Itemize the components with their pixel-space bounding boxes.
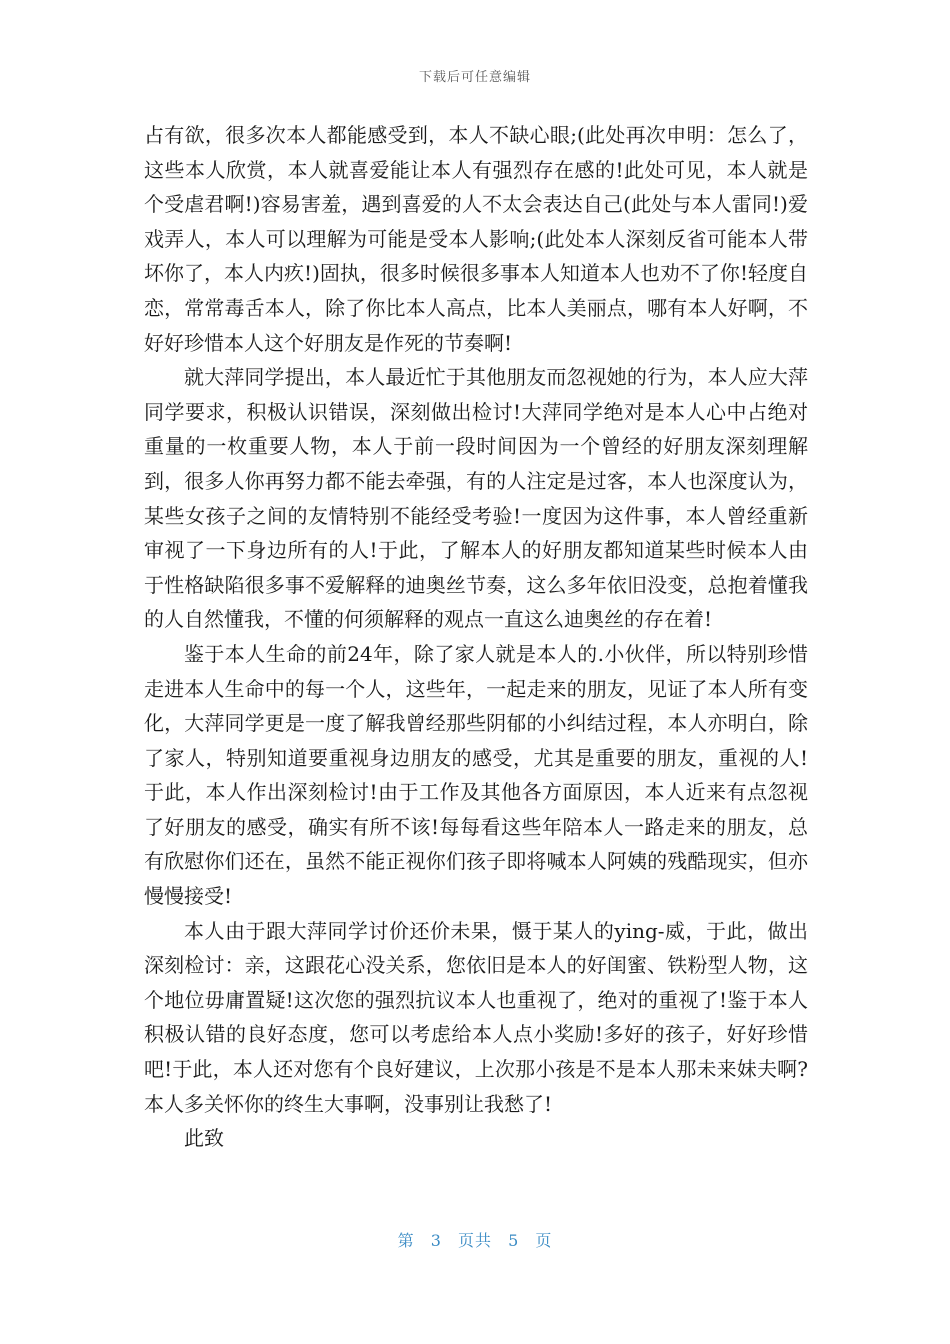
closing-salutation: 此致	[184, 1126, 224, 1151]
paragraph-3: 鉴于本人生命的前24年，除了家人就是本人的.小伙伴，所以特别珍惜走进本人生命中的每一个人，这些年，一起走来的朋友，见证了本人所有变化，大萍同学更是一度了解我曾经那些阴郁的小纠结过程，本人亦明白，除了家人，特别知道要重视身边朋友的感受，尤其是重要的朋友，重视的人!于此，本人作出深刻检讨!由于工作及其他各方面原因，本人近来有点忽视了好朋友的感受，确实有所不该!每每看这些年陪本人一路走来的朋友，总有欣慰你们还在，虽然不能正视你们孩子即将喊本人阿姨的残酷现实，但亦慢慢接受!	[144, 641, 808, 909]
paragraph-1: 占有欲，很多次本人都能感受到，本人不缺心眼;(此处再次申明：怎么了，这些本人欣赏，本人就喜爱能让本人有强烈存在感的!此处可见，本人就是个受虐君啊!)容易害羞，遇到喜爱的人不太会表达自己(此处与本人雷同!)爱戏弄人，本人可以理解为可能是受本人影响;(此处本人深刻反省可能本人带坏你了，本人内疚!)固执，很多时候很多事本人知道本人也劝不了你!轻度自恋，常常毒舌本人，除了你比本人高点，比本人美丽点，哪有本人好啊，不好好珍惜本人这个好朋友是作死的节奏啊!	[144, 123, 808, 355]
paragraph-2: 就大萍同学提出，本人最近忙于其他朋友而忽视她的行为，本人应大萍同学要求，积极认识错误，深刻做出检讨!大萍同学绝对是本人心中占绝对重量的一枚重要人物，本人于前一段时间因为一个曾经的好朋友深刻理解到，很多人你再努力都不能去牵强，有的人注定是过客，本人也深度认为，某些女孩子之间的友情特别不能经受考验!一度因为这件事，本人曾经重新审视了一下身边所有的人!于此，了解本人的好朋友都知道某些时候本人由于性格缺陷很多事不爱解释的迪奥丝节奏，这么多年依旧没变，总抱着懂我的人自然懂我，不懂的何须解释的观点一直这么迪奥丝的存在着!	[144, 365, 808, 632]
paragraph-4: 本人由于跟大萍同学讨价还价未果，慑于某人的ying-威，于此，做出深刻检讨：亲，这跟花心没关系，您依旧是本人的好闺蜜、铁粉型人物，这个地位毋庸置疑!这次您的强烈抗议本人也重视了，绝对的重视了!鉴于本人积极认错的良好态度，您可以考虑给本人点小奖励!多好的孩子，好好珍惜吧!于此，本人还对您有个良好建议，上次那小孩是不是本人那未来妹夫啊?本人多关怀你的终生大事啊，没事别让我愁了!	[144, 918, 808, 1116]
page-header: 下载后可任意编辑	[418, 70, 531, 85]
document-body	[144, 118, 808, 1156]
page-number-footer: 第 3 页共 5 页	[397, 1231, 553, 1250]
